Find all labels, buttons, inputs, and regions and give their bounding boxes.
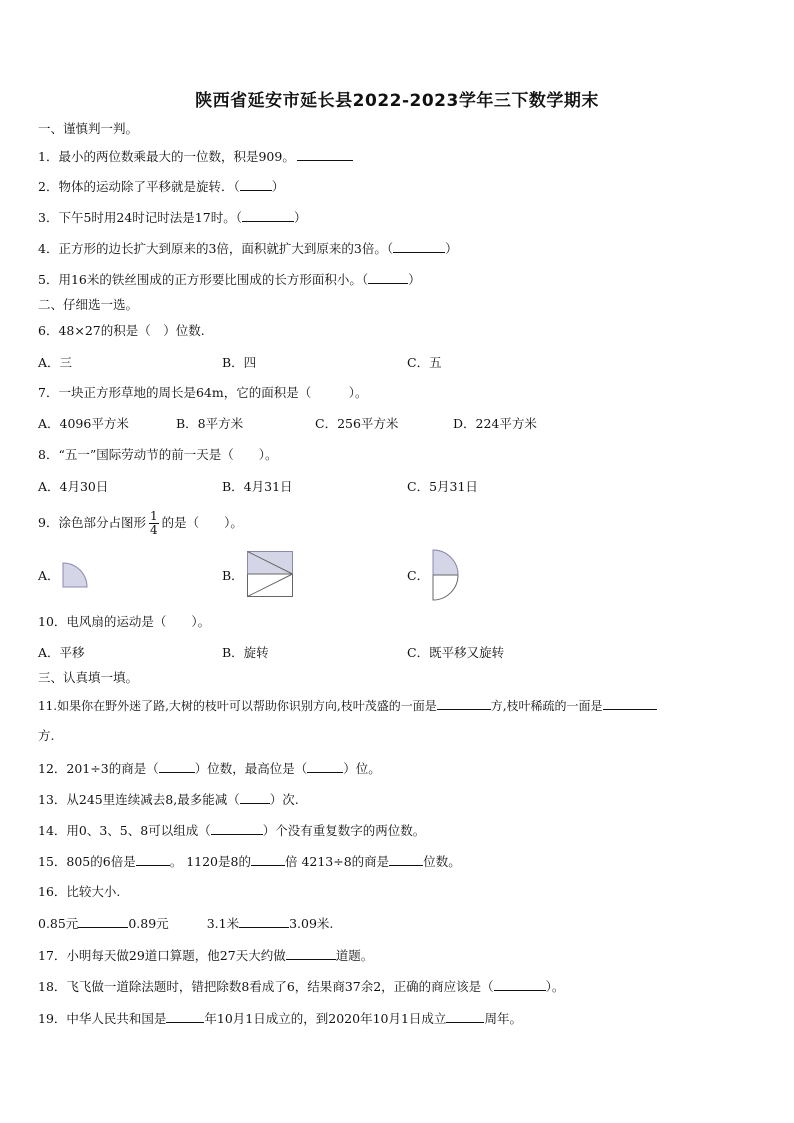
question-11-text-2: 方,枝叶稀疏的一面是 (490, 699, 603, 713)
question-7-option-c[interactable]: C．256平方米 (315, 416, 399, 431)
question-3 (38, 209, 306, 226)
answer-blank[interactable] (389, 853, 423, 866)
question-13-text-2: ）次. (269, 792, 299, 807)
answer-blank[interactable] (211, 822, 263, 835)
question-1 (38, 148, 353, 165)
question-17-text-2: 道题。 (335, 948, 374, 963)
question-9 (38, 508, 243, 538)
section-2-heading: 二、仔细选一选。 (38, 297, 139, 312)
quarter-circle-shape[interactable] (62, 562, 90, 590)
answer-blank[interactable] (297, 148, 353, 161)
question-4-text: 正方形的边长扩大到原来的3倍，面积就扩大到原来的3倍。（ (58, 241, 394, 256)
answer-blank[interactable] (136, 853, 170, 866)
question-6-text: 6．48×27的积是（ ）位数. (38, 323, 205, 338)
answer-blank[interactable] (239, 915, 289, 928)
question-8-option-a[interactable]: A．4月30日 (38, 479, 109, 494)
question-6-option-b[interactable]: B．四 (222, 355, 257, 370)
answer-blank[interactable] (240, 178, 272, 191)
answer-blank[interactable] (307, 760, 343, 773)
question-13-text: 13．从245里连续减去8,最多能减（ (38, 792, 240, 807)
question-7-option-b[interactable]: B．8平方米 (176, 416, 244, 431)
paren-close: ） (408, 272, 421, 287)
answer-blank[interactable] (166, 1010, 204, 1023)
page-title: 陕西省延安市延长县2022-2023学年三下数学期末 (195, 91, 599, 111)
question-7-option-d[interactable]: D．224平方米 (453, 416, 537, 431)
question-12-text-2: ）位数，最高位是（ (194, 761, 308, 776)
question-15-text-2: 。 1120是8的 (169, 854, 251, 869)
question-3-text: 下午5时用24时记时法是17时。（ (58, 210, 242, 225)
answer-blank[interactable] (494, 978, 546, 991)
question-9-text: 9．涂色部分占图形 (38, 515, 146, 530)
question-16-text: 16．比较大小. (38, 884, 121, 899)
question-6-option-c[interactable]: C．五 (407, 355, 442, 370)
compare-1-right: 0.89元 (128, 916, 169, 931)
question-18-text-2: ）。 (545, 979, 565, 994)
question-18-text: 18．飞飞做一道除法题时，错把除数8看成了6，结果商37余2，正确的商应该是（ (38, 979, 494, 994)
fraction-one-quarter (149, 510, 159, 537)
section-3-heading: 三、认真填一填。 (38, 670, 139, 685)
question-10-text: 10．电风扇的运动是（ ）。 (38, 614, 211, 629)
question-7-option-a[interactable]: A．4096平方米 (38, 416, 129, 431)
question-11 (38, 697, 657, 714)
question-4 (38, 240, 458, 257)
question-2-text: 物体的运动除了平移就是旋转．（ (58, 179, 240, 194)
compare-2-left: 3.1米 (206, 916, 240, 931)
question-17 (38, 947, 373, 964)
question-5-text: 用16米的铁丝围成的正方形要比围成的长方形面积小。（ (58, 272, 369, 287)
question-3-number: 3． (38, 210, 59, 225)
question-18 (38, 978, 564, 995)
paren-close: ） (271, 179, 285, 194)
compare-2-right: 3.09米. (289, 916, 334, 931)
question-8-text: 8．“五一”国际劳动节的前一天是（ ）。 (38, 447, 278, 462)
question-8-option-b[interactable]: B．4月31日 (222, 479, 293, 494)
question-1-text: 最小的两位数乘最大的一位数，积是909。 (58, 149, 295, 164)
question-14 (38, 822, 425, 839)
question-12 (38, 760, 381, 777)
question-15-text: 15．805的6倍是 (38, 854, 136, 869)
question-17-text: 17．小明每天做29道口算题，他27天大约做 (38, 948, 286, 963)
question-5 (38, 271, 421, 288)
answer-blank[interactable] (437, 697, 491, 710)
fraction-numerator: 1 (149, 509, 158, 523)
fraction-denominator: 4 (149, 523, 158, 537)
question-19 (38, 1010, 522, 1027)
question-19-text-2: 年10月1日成立的，到2020年10月1日成立 (204, 1011, 447, 1026)
question-10-option-b[interactable]: B．旋转 (222, 645, 269, 660)
question-8-option-c[interactable]: C．5月31日 (407, 479, 478, 494)
question-13 (38, 791, 299, 808)
question-2 (38, 178, 284, 195)
question-16-comparisons (38, 915, 333, 932)
question-6-option-a[interactable]: A．三 (38, 355, 73, 370)
question-11-text: 11.如果你在野外迷了路,大树的枝叶可以帮助你识别方向,枝叶茂盛的一面是 (38, 699, 437, 713)
question-19-text: 19．中华人民共和国是 (38, 1011, 167, 1026)
half-circle-shape[interactable] (432, 549, 460, 601)
answer-blank[interactable] (251, 853, 285, 866)
question-4-number: 4． (38, 241, 59, 256)
answer-blank[interactable] (368, 271, 408, 284)
question-19-text-3: 周年。 (484, 1011, 522, 1026)
question-2-number: 2． (38, 179, 59, 194)
answer-blank[interactable] (446, 1010, 484, 1023)
answer-blank[interactable] (242, 209, 294, 222)
question-10-option-a[interactable]: A．平移 (38, 645, 85, 660)
question-9-option-b[interactable]: B． (222, 568, 244, 583)
question-9-tail: 的是（ ）。 (161, 515, 243, 530)
question-14-text-2: ）个没有重复数字的两位数。 (262, 823, 426, 838)
question-14-text: 14．用0、3、5、8可以组成（ (38, 823, 211, 838)
question-7-text: 7．一块正方形草地的周长是64m，它的面积是（ ）。 (38, 385, 368, 400)
compare-1-left: 0.85元 (38, 916, 79, 931)
question-12-text-3: ）位。 (343, 761, 381, 776)
question-9-option-a[interactable]: A． (38, 568, 60, 583)
answer-blank[interactable] (159, 760, 195, 773)
square-triangle-shape[interactable] (247, 551, 295, 599)
question-10-option-c[interactable]: C．既平移又旋转 (407, 645, 505, 660)
question-11-tail: 方. (38, 728, 55, 743)
section-1-heading: 一、谨慎判一判。 (38, 121, 139, 136)
paren-close: ） (445, 241, 458, 256)
answer-blank[interactable] (603, 697, 657, 710)
paren-close: ） (293, 210, 307, 225)
question-15-text-3: 倍 4213÷8的商是 (284, 854, 390, 869)
question-5-number: 5． (38, 272, 59, 287)
answer-blank[interactable] (393, 240, 445, 253)
question-15-text-4: 位数。 (423, 854, 461, 869)
answer-blank[interactable] (78, 915, 128, 928)
question-1-number: 1． (38, 149, 59, 164)
question-15 (38, 853, 461, 870)
question-9-option-c[interactable]: C． (407, 568, 430, 583)
answer-blank[interactable] (240, 791, 270, 804)
answer-blank[interactable] (286, 947, 336, 960)
question-12-text: 12．201÷3的商是（ (38, 761, 159, 776)
